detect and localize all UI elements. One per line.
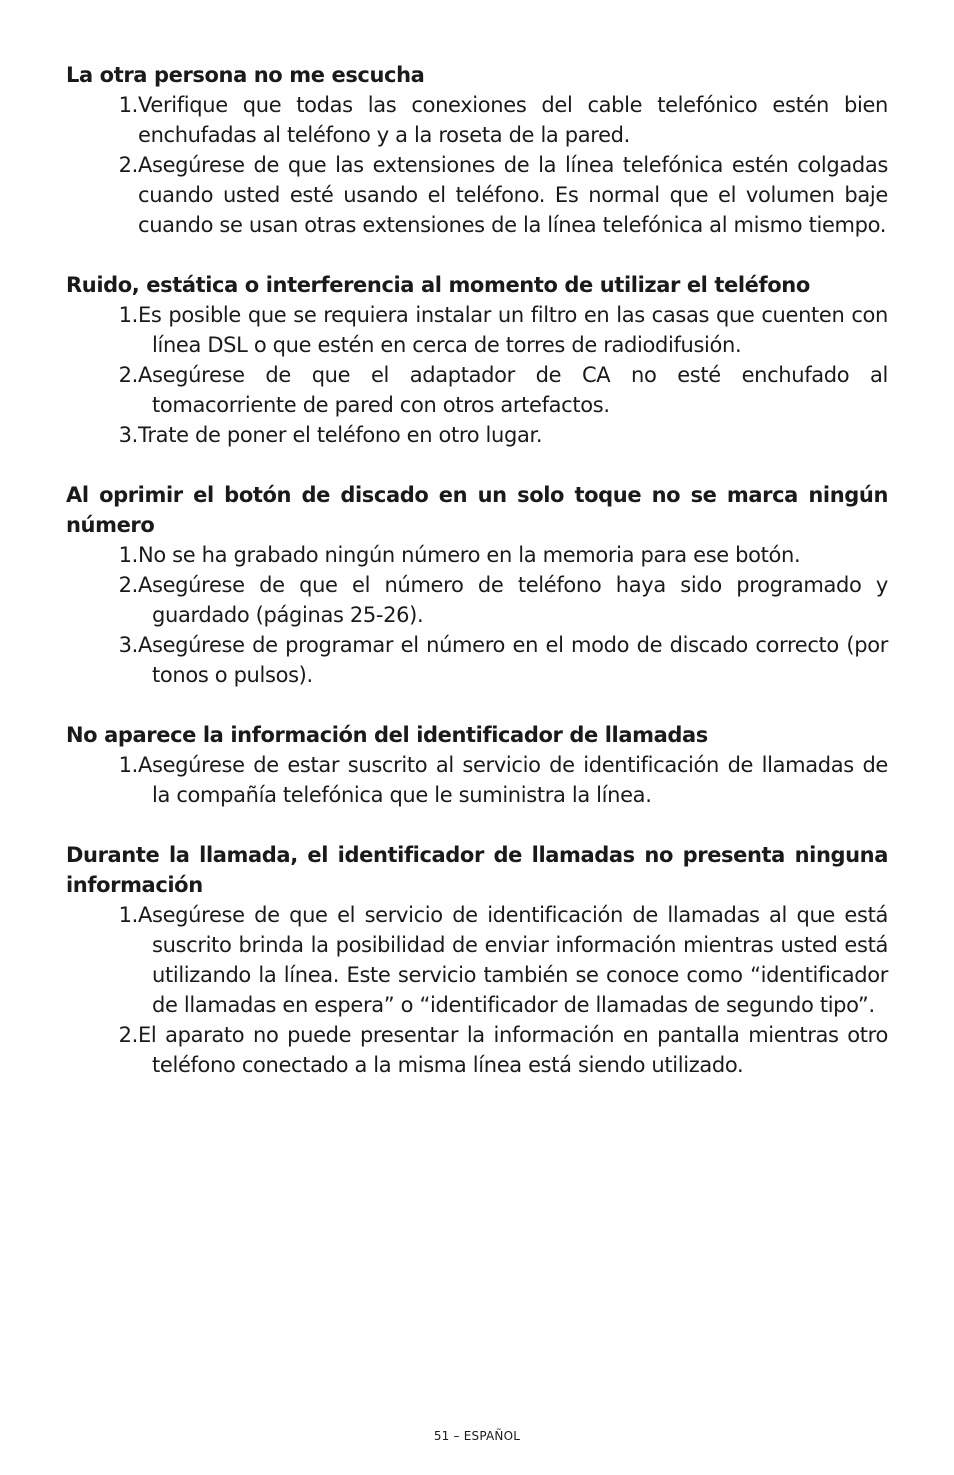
item-list [66,90,888,240]
item-text: Es posible que se requiera instalar un filtro en las casas que cuenten con línea DSL o que estén en cerca de torres de radiodifusión. [138,303,888,357]
section-title: Ruido, estática o interferencia al momento de utilizar el teléfono [66,273,810,297]
page-number-label: 51 – ESPAÑOL [433,1429,521,1443]
list-item [66,750,888,810]
item-text: El aparato no puede presentar la información en pantalla mientras otro teléfono conectado a la misma línea está siendo utilizado. [138,1023,888,1077]
section-title: Durante la llamada, el identificador de llamadas no presenta ninguna información [66,843,888,897]
section-noise [66,270,888,450]
item-text: Asegúrese de que el número de teléfono haya sido programado y guardado (páginas 25-26). [138,573,888,627]
item-text: Asegúrese de que el adaptador de CA no esté enchufado al tomacorriente de pared con otros artefactos. [138,363,888,417]
section-one-touch-dial [66,480,888,690]
section-caller-id-missing [66,720,888,810]
item-number: 2. [118,573,138,597]
item-number: 1. [118,903,138,927]
section-caller-id-during-call [66,840,888,1080]
list-item [66,570,888,630]
section-title: No aparece la información del identificador de llamadas [66,723,708,747]
item-number: 3. [118,423,138,447]
item-number: 2. [118,363,138,387]
item-list [66,300,888,450]
list-item [66,150,888,240]
list-item [66,540,888,570]
list-item [66,360,888,420]
list-item [66,90,888,150]
item-list [66,900,888,1080]
section-title: Al oprimir el botón de discado en un solo toque no se marca ningún número [66,483,888,537]
item-number: 1. [118,753,138,777]
section-title: La otra persona no me escucha [66,63,425,87]
item-text: Asegúrese de programar el número en el modo de discado correcto (por tonos o pulsos). [138,633,888,687]
item-number: 1. [118,543,138,567]
list-item [66,420,888,450]
item-text: Verifique que todas las conexiones del cable telefónico estén bien enchufadas al teléfono y a la roseta de la pared. [138,93,888,147]
list-item [66,900,888,1020]
item-number: 3. [118,633,138,657]
item-number: 2. [118,1023,138,1047]
list-item [66,1020,888,1080]
item-list [66,540,888,690]
item-text: Asegúrese de que las extensiones de la línea telefónica estén colgadas cuando usted esté usando el teléfono. Es normal que el volumen baje cuando se usan otras extensiones de la línea telefónica al mismo tiempo. [138,153,888,237]
item-number: 1. [118,303,138,327]
list-item [66,630,888,690]
item-list [66,750,888,810]
item-text: No se ha grabado ningún número en la memoria para ese botón. [138,543,801,567]
item-number: 2. [118,153,138,177]
item-text: Asegúrese de que el servicio de identificación de llamadas al que está suscrito brinda la posibilidad de enviar información mientras usted está utilizando la línea. Este servicio también se conoce como “identificador de llamadas en espera” o “identificador de llamadas de segundo tipo”. [138,903,888,1017]
section-no-audio [66,60,888,240]
item-number: 1. [118,93,138,117]
item-text: Trate de poner el teléfono en otro lugar. [138,423,543,447]
list-item [66,300,888,360]
item-text: Asegúrese de estar suscrito al servicio de identificación de llamadas de la compañía telefónica que le suministra la línea. [138,753,888,807]
page-footer [0,1428,954,1444]
document-body [66,60,888,1110]
